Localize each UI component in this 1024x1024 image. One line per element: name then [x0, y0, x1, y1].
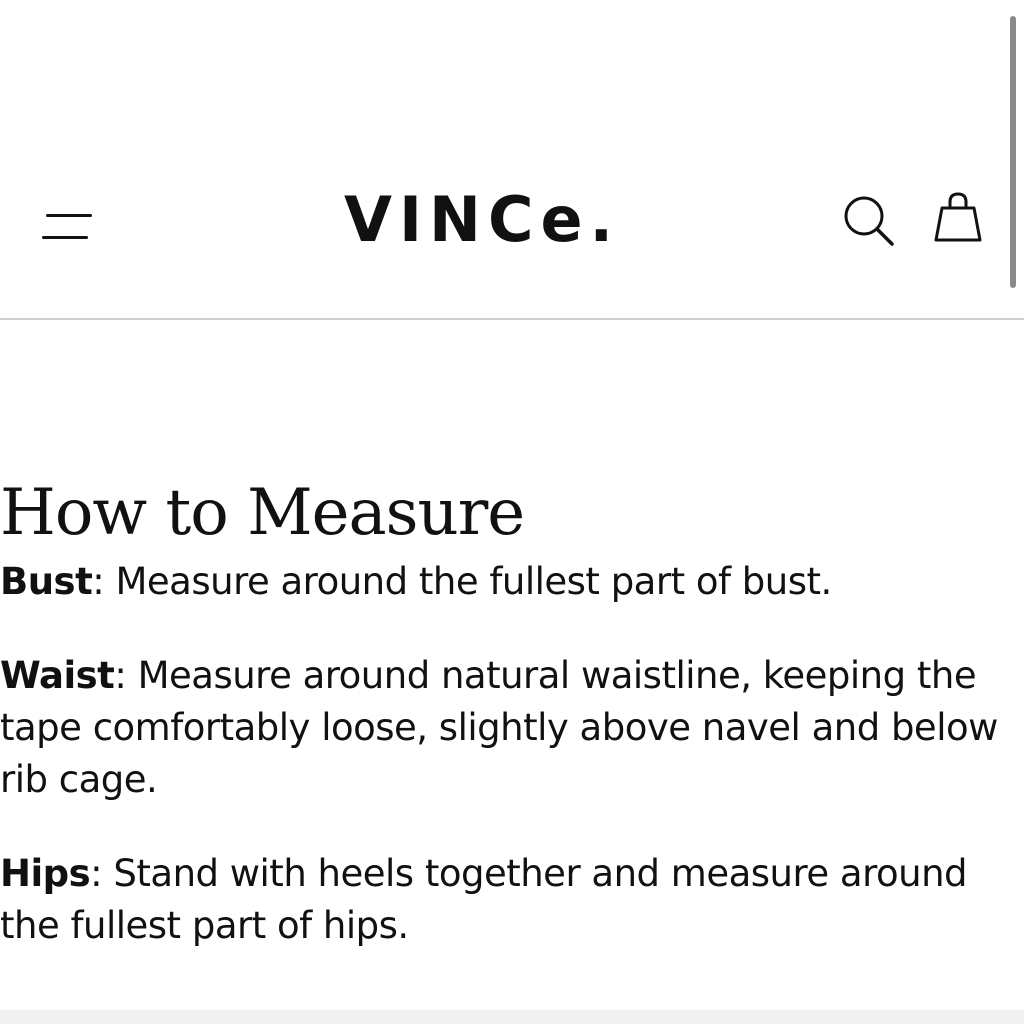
page-title: How to Measure: [0, 476, 525, 550]
site-header: [0, 0, 1024, 320]
search-icon: [838, 190, 900, 252]
instruction-bust: [0, 556, 1024, 608]
menu-bar-top: [46, 214, 92, 217]
spacer: [0, 806, 1024, 848]
menu-bar-bottom: [42, 236, 88, 239]
spacer: [0, 608, 1024, 650]
instruction-description: Measure around natural waistline, keeping the tape comfortably loose, slightly above navel and below rib cage.: [0, 654, 998, 801]
instruction-separator: :: [90, 852, 103, 895]
instruction-waist: [0, 650, 1024, 806]
footer-strip: [0, 1010, 1024, 1024]
instruction-term: Bust: [0, 560, 93, 603]
instruction-description: Measure around the fullest part of bust.: [104, 560, 832, 603]
scrollbar[interactable]: [1010, 16, 1016, 288]
instruction-term: Hips: [0, 852, 91, 895]
instruction-hips: [0, 848, 1024, 952]
instruction-description: Stand with heels together and measure around the fullest part of hips.: [0, 852, 968, 947]
shopping-bag-icon: [928, 188, 988, 248]
instruction-separator: :: [114, 654, 127, 697]
shopping-bag-button[interactable]: [928, 188, 988, 248]
menu-button[interactable]: [36, 206, 96, 246]
search-button[interactable]: [838, 190, 900, 252]
instruction-term: Waist: [0, 654, 115, 697]
brand-logo[interactable]: VINCe.: [344, 183, 621, 256]
instruction-separator: :: [92, 560, 105, 603]
measure-guide: [0, 470, 1024, 952]
